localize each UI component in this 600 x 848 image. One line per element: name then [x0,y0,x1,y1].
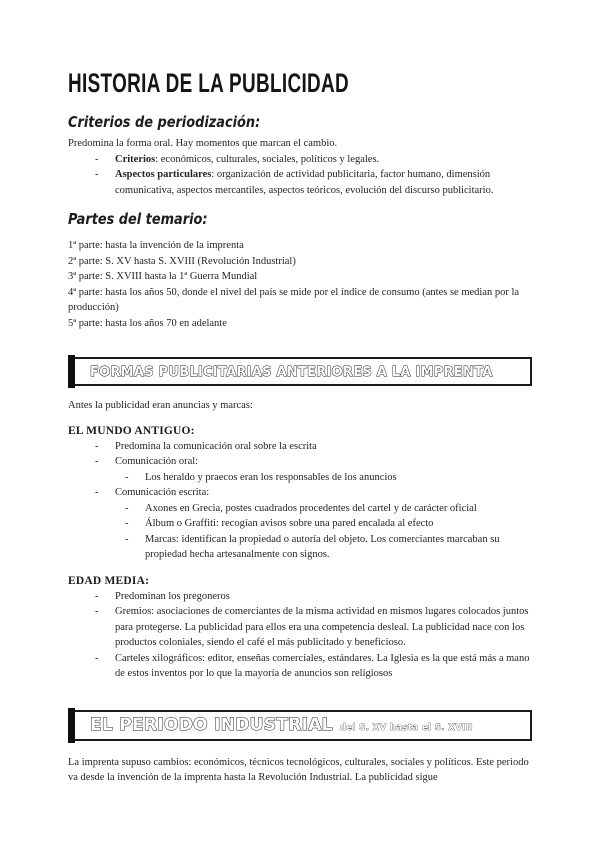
closing-paragraph: La imprenta supuso cambios: económicos, técnicos tecnológicos, culturales, sociales y políticos. Este periodo va desde la invención de la imprenta hasta la Revolución Industrial. La publicidad sigue [68,756,529,783]
list-item [68,470,532,486]
list-item-text: Álbum o Graffiti: recogían avisos sobre una pared encalada al efecto [145,518,434,529]
edad-media-list [68,589,532,682]
partes-item: 5ª parte: hasta los años 70 en adelante [68,317,227,329]
bullet-dash: - [95,456,99,467]
list-item-text: Comunicación escrita: [115,487,210,498]
list-item-text: Axones en Grecia, postes cuadrados procedentes del cartel y de carácter oficial [145,502,477,514]
section-heading-criterios [68,113,532,132]
heading-edad-media: EDAD MEDIA: [68,574,150,587]
list-item [68,651,532,682]
list-item [68,439,532,455]
antes-paragraph: Antes la publicidad eran anuncias y marcas: [68,400,253,411]
banner-formas-publicitarias [68,357,532,386]
bullet-dash: - [125,502,129,514]
page-title-text: HISTORIA DE LA PUBLICIDAD [68,68,350,98]
list-item-rest: : económicos, culturales, sociales, políticos y legales. [155,153,380,165]
bullet-dash: - [95,487,99,498]
list-item-text: Predomina la comunicación oral sobre la escrita [115,440,317,452]
list-item-text: Los heraldo y praecos eran los responsables de los anuncios [145,471,397,483]
bullet-dash: - [125,471,129,483]
partes-item: 2ª parte: S. XV hasta S. XVIII (Revolución Industrial) [68,255,296,267]
list-item-rest: : organización de actividad publicitaria, factor humano, dimensión comunicativa, aspectos mercantiles, aspectos teóricos, evolución del discurso publicitario. [115,169,494,196]
list-item [68,604,532,651]
list-item-lead: Criterios [115,153,156,165]
section-heading-criterios-text: Criterios de periodización: [68,113,261,131]
bullet-dash: - [95,153,99,165]
list-item-text [115,167,532,198]
list-item [68,516,532,532]
list-item [68,532,532,563]
list-item-text: Carteles xilográficos: editor, enseñas comerciales, estándares. La Iglesia es la que está más a mano de estos inventos por lo que la mayoría de anuncios son religiosos [115,652,530,679]
bullet-dash: - [125,533,129,545]
banner-periodo-industrial [68,710,532,741]
criterios-bullet-list [68,152,532,199]
mundo-antiguo-list [68,439,532,563]
list-item [68,152,532,168]
partes-item: 4ª parte: hasta los años 50, donde el nivel del país se mide por el índice de consumo (antes se median por la producción) [68,286,520,313]
bullet-dash: - [95,440,99,452]
list-item-text: Predominan los pregoneros [115,590,230,602]
list-item [68,485,532,501]
criterios-intro-paragraph: Predomina la forma oral. Hay momentos que marcan el cambio. [68,138,338,149]
bullet-dash: - [95,652,99,664]
list-item-text: Gremios: asociaciones de comerciantes de la misma actividad en mismos lugares colocados juntos para protegerse. La publicidad para ellos era una competencia desleal. La publicidad nace con los productos coloniales, siendo el café el más publicitado y beneficioso. [115,606,529,648]
section-heading-partes-text: Partes del temario: [68,210,208,228]
list-item [68,589,532,605]
partes-item: 1ª parte: hasta la invención de la imprenta [68,240,244,251]
bullet-dash: - [125,518,129,529]
bullet-dash: - [95,169,99,180]
partes-list [68,238,532,331]
list-item [68,167,532,198]
banner-formas-label: FORMAS PUBLICITARIAS ANTERIORES A LA IMPRENTA [90,363,493,380]
partes-item: 3ª parte: S. XVIII hasta la 1ª Guerra Mundial [68,271,258,282]
list-item-text: Comunicación oral: [115,456,199,467]
banner-left-bar [68,708,75,743]
banner-left-bar [68,355,75,388]
page-title [68,0,532,100]
list-item-text: Marcas: identifican la propiedad o autoría del objeto. Los comerciantes marcaban su propiedad hecha artesanalmente con signos. [145,533,500,560]
bullet-dash: - [95,606,99,617]
section-heading-partes [68,210,532,229]
list-item [68,501,532,517]
banner-periodo-row [90,715,473,735]
heading-mundo-antiguo: EL MUNDO ANTIGUO: [68,424,195,437]
list-item [68,454,532,470]
page-content [68,0,532,786]
banner-periodo-label: EL PERIODO INDUSTRIAL [90,715,333,735]
banner-periodo-subtitle: del S. XV hasta el S. XVIII [339,723,473,733]
list-item-lead: Aspectos particulares [115,169,212,180]
list-item-text [115,152,379,168]
bullet-dash: - [95,590,99,602]
